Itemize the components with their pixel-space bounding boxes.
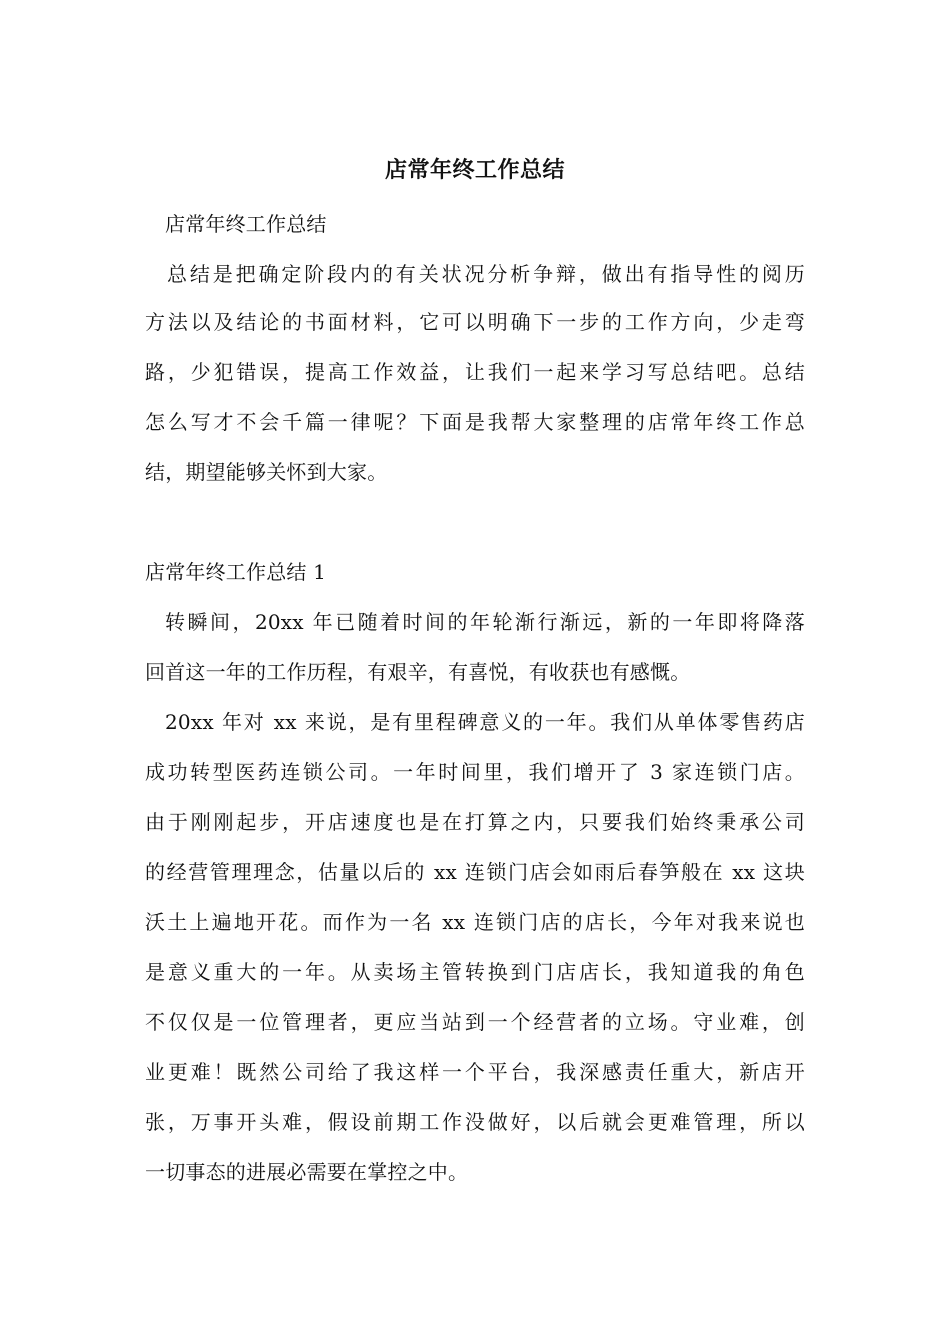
intro-line-1: 总结是把确定阶段内的有关状况分析争辩，做出有指导性的阅历 xyxy=(167,262,805,286)
section-heading: 店常年终工作总结 1 xyxy=(145,560,327,584)
para2-line-3: 由于刚刚起步，开店速度也是在打算之内，只要我们始终秉承公司 xyxy=(145,810,805,834)
para2-line-8: 业更难！既然公司给了我这样一个平台，我深感责任重大，新店开 xyxy=(145,1060,805,1084)
para2-line-10: 一切事态的进展必需要在掌控之中。 xyxy=(145,1160,469,1184)
intro-line-3: 路，少犯错误，提高工作效益，让我们一起来学习写总结吧。总结 xyxy=(145,360,805,384)
intro-line-4: 怎么写才不会千篇一律呢？下面是我帮大家整理的店常年终工作总 xyxy=(145,410,805,434)
para2-line-9: 张，万事开头难，假设前期工作没做好，以后就会更难管理，所以 xyxy=(145,1110,805,1134)
para1-line-2: 回首这一年的工作历程，有艰辛，有喜悦，有收获也有感慨。 xyxy=(145,660,691,684)
para1-line-1: 转瞬间，20xx 年已随着时间的年轮渐行渐远，新的一年即将降落 xyxy=(165,610,805,634)
para2-line-4: 的经营管理理念，估量以后的 xx 连锁门店会如雨后春笋般在 xx 这块 xyxy=(145,860,805,884)
intro-line-5: 结，期望能够关怀到大家。 xyxy=(145,460,388,484)
para2-line-1: 20xx 年对 xx 来说，是有里程碑意义的一年。我们从单体零售药店 xyxy=(165,710,805,734)
para2-line-6: 是意义重大的一年。从卖场主管转换到门店店长，我知道我的角色 xyxy=(145,960,805,984)
intro-line-2: 方法以及结论的书面材料，它可以明确下一步的工作方向，少走弯 xyxy=(145,310,805,334)
document-title: 店常年终工作总结 xyxy=(384,157,565,183)
para2-line-7: 不仅仅是一位管理者，更应当站到一个经营者的立场。守业难，创 xyxy=(145,1010,805,1034)
subtitle-line: 店常年终工作总结 xyxy=(165,212,327,236)
para2-line-5: 沃土上遍地开花。而作为一名 xx 连锁门店的店长，今年对我来说也 xyxy=(145,910,805,934)
para2-line-2: 成功转型医药连锁公司。一年时间里，我们增开了 3 家连锁门店。 xyxy=(145,760,805,784)
